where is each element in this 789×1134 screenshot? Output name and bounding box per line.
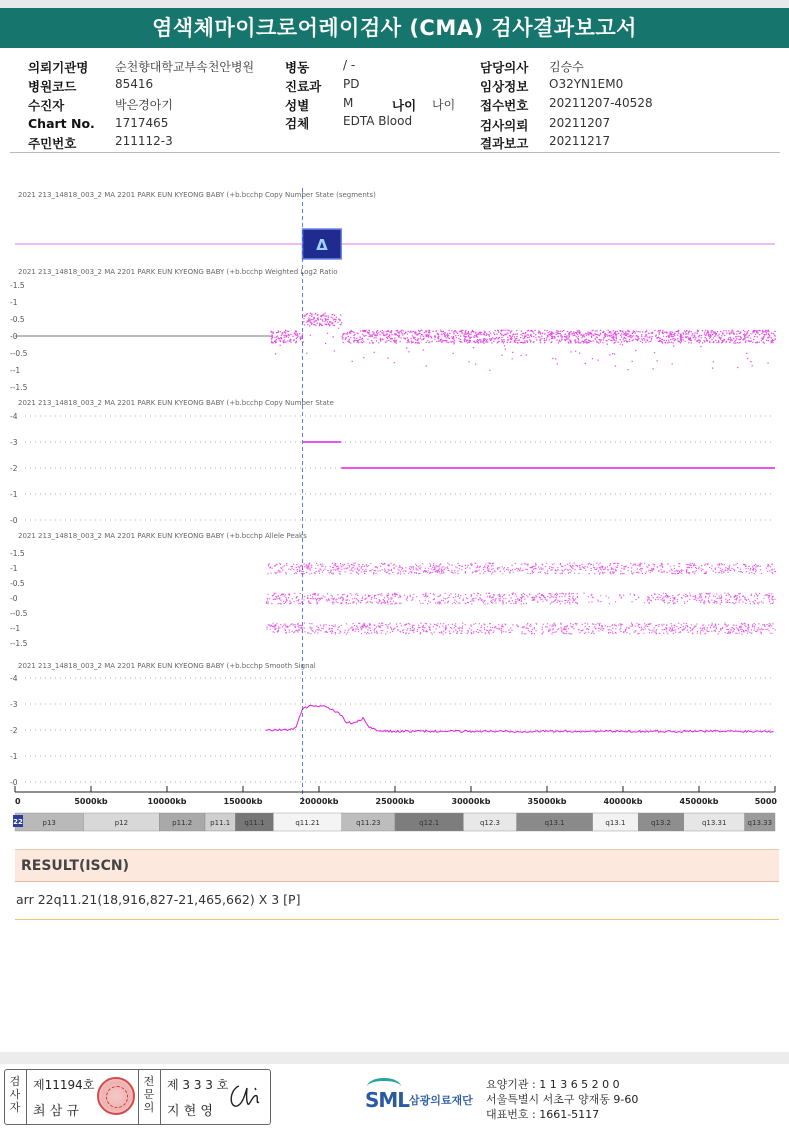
report-title: 염색체마이크로어레이검사 (CMA) 검사결과보고서 bbox=[0, 8, 789, 48]
x-tick-label: 0 bbox=[15, 797, 21, 806]
confirmer-license: 제 3 3 3 호 bbox=[167, 1078, 229, 1092]
band-label: p12 bbox=[114, 819, 129, 827]
report-date-label: 결과보고 bbox=[480, 136, 529, 151]
y-tick-label: -1 bbox=[10, 752, 18, 761]
footer-strip bbox=[0, 1052, 789, 1064]
receipt-value: 20211207-40528 bbox=[549, 96, 653, 110]
age-value: 나이 bbox=[432, 98, 456, 112]
y-tick-label: -2 bbox=[10, 726, 18, 735]
x-tick-label: 35000kb bbox=[527, 797, 567, 806]
result-heading: RESULT(ISCN) bbox=[15, 849, 779, 882]
result-divider bbox=[15, 919, 779, 920]
y-tick-label: -4 bbox=[10, 674, 18, 683]
y-tick-label: -1 bbox=[10, 298, 18, 307]
org-address: 서울특별시 서초구 양재동 9-60 bbox=[486, 1093, 639, 1106]
resident-no-label: 주민번호 bbox=[28, 136, 77, 151]
tester-label: 검사자 bbox=[9, 1075, 21, 1114]
sex-label: 성별 bbox=[285, 98, 310, 113]
ward-value: / - bbox=[343, 58, 356, 72]
y-tick-label: --0.5 bbox=[10, 609, 28, 618]
handwritten-signature-icon bbox=[225, 1080, 265, 1114]
band-label: q12.3 bbox=[479, 819, 501, 827]
org-info bbox=[486, 1077, 638, 1122]
band-label: q11.1 bbox=[244, 819, 265, 827]
allele-peak-probes bbox=[266, 563, 776, 635]
confirmer-label: 전문의 bbox=[143, 1075, 155, 1114]
org-code: 요양기관 : 1 1 3 6 5 2 0 0 bbox=[486, 1078, 620, 1091]
tester-license: 제11194호 bbox=[33, 1078, 95, 1092]
x-tick-label: 5000 bbox=[754, 797, 777, 806]
top-strip bbox=[0, 0, 789, 8]
x-tick-label: 40000kb bbox=[603, 797, 643, 806]
panel-title: 2021 213_14818_003_2 MA 2201 PARK EUN KYEONG BABY (+b.bcchp Copy Number State bbox=[18, 399, 334, 407]
specimen-value: EDTA Blood bbox=[343, 114, 413, 128]
x-tick-label: 20000kb bbox=[299, 797, 339, 806]
report-date-value: 20211217 bbox=[549, 134, 611, 148]
confirmer-name: 지 현 영 bbox=[167, 1104, 213, 1119]
signature-stamp bbox=[4, 1069, 271, 1125]
cma-chart-svg bbox=[0, 180, 789, 840]
band-label: q13.2 bbox=[650, 819, 672, 827]
foundation-name: 삼광의료재단 bbox=[409, 1094, 473, 1107]
band-label: q12.1 bbox=[419, 819, 440, 827]
y-tick-label: -0 bbox=[10, 778, 18, 787]
panel-title: 2021 213_14818_003_2 MA 2201 PARK EUN KYEONG BABY (+b.bcchp Weighted Log2 Ratio bbox=[18, 268, 338, 276]
hospital-code-label: 병원코드 bbox=[28, 79, 77, 94]
y-tick-label: --0.5 bbox=[10, 349, 28, 358]
result-iscn: arr 22q11.21(18,916,827-21,465,662) X 3 [P] bbox=[16, 892, 301, 907]
x-tick-label: 10000kb bbox=[147, 797, 187, 806]
band-label: q11.23 bbox=[356, 819, 381, 827]
y-tick-label: -3 bbox=[10, 438, 18, 447]
band-label: p11.2 bbox=[172, 819, 193, 827]
panel-title: 2021 213_14818_003_2 MA 2201 PARK EUN KYEONG BABY (+b.bcchp Smooth Signal bbox=[18, 662, 316, 670]
panel-title: 2021 213_14818_003_2 MA 2201 PARK EUN KYEONG BABY (+b.bcchp Copy Number State (segments) bbox=[18, 191, 376, 199]
y-tick-label: --1.5 bbox=[10, 639, 28, 648]
x-tick-label: 5000kb bbox=[74, 797, 108, 806]
y-tick-label: -0.5 bbox=[10, 315, 25, 324]
band-label: p11.1 bbox=[210, 819, 231, 827]
y-tick-label: -1 bbox=[10, 564, 18, 573]
institution-label: 의뢰기관명 bbox=[28, 60, 89, 75]
clinical-value: O32YN1EM0 bbox=[549, 77, 624, 91]
y-tick-label: -1.5 bbox=[10, 281, 25, 290]
band-label: q13.33 bbox=[747, 819, 773, 827]
chromosome-label: 22 bbox=[13, 818, 23, 826]
chart-no-label: Chart No. bbox=[28, 116, 95, 131]
official-seal-icon bbox=[97, 1077, 135, 1115]
y-tick-label: -0 bbox=[10, 594, 18, 603]
y-tick-label: --1 bbox=[10, 366, 21, 375]
org-phone: 대표번호 : 1661-5117 bbox=[486, 1108, 600, 1121]
y-tick-label: -0.5 bbox=[10, 579, 25, 588]
gain-segment-label: Δ bbox=[316, 236, 328, 254]
recipient-value: 박은경아기 bbox=[115, 98, 173, 112]
y-tick-label: -1.5 bbox=[10, 549, 25, 558]
panel-title: 2021 213_14818_003_2 MA 2201 PARK EUN KYEONG BABY (+b.bcchp Allele Peaks bbox=[18, 532, 307, 540]
y-tick-label: -0 bbox=[10, 516, 18, 525]
log2-ratio-probes bbox=[270, 313, 775, 371]
department-value: PD bbox=[343, 77, 360, 91]
sex-value: M bbox=[343, 96, 354, 110]
band-label: p13 bbox=[42, 819, 56, 827]
x-tick-label: 25000kb bbox=[375, 797, 415, 806]
info-divider bbox=[10, 152, 780, 153]
request-date-value: 20211207 bbox=[549, 116, 611, 130]
x-tick-label: 15000kb bbox=[223, 797, 263, 806]
receipt-label: 접수번호 bbox=[480, 98, 529, 113]
y-tick-label: -4 bbox=[10, 412, 18, 421]
doctor-label: 담당의사 bbox=[480, 60, 529, 75]
y-tick-label: -2 bbox=[10, 464, 18, 473]
ward-label: 병동 bbox=[285, 60, 310, 75]
band-label: q13.31 bbox=[701, 819, 727, 827]
y-tick-label: -3 bbox=[10, 700, 18, 709]
smooth-signal-line bbox=[266, 705, 774, 732]
recipient-label: 수진자 bbox=[28, 98, 65, 113]
resident-no-value: 211112-3 bbox=[115, 134, 173, 148]
y-tick-label: --1.5 bbox=[10, 383, 28, 392]
sml-logo bbox=[365, 1076, 485, 1116]
band-label: q11.21 bbox=[295, 819, 320, 827]
chart-no-value: 1717465 bbox=[115, 116, 169, 130]
hospital-code-value: 85416 bbox=[115, 77, 154, 91]
cma-chart bbox=[0, 180, 789, 840]
x-tick-label: 45000kb bbox=[679, 797, 719, 806]
specimen-label: 검체 bbox=[285, 116, 310, 131]
clinical-label: 임상정보 bbox=[480, 79, 529, 94]
tester-name: 최 삼 규 bbox=[33, 1104, 79, 1119]
y-tick-label: --1 bbox=[10, 624, 21, 633]
y-tick-label: -1 bbox=[10, 490, 18, 499]
department-label: 진료과 bbox=[285, 79, 322, 94]
logo-text: SML bbox=[365, 1088, 410, 1112]
x-tick-label: 30000kb bbox=[451, 797, 491, 806]
y-tick-label: -0 bbox=[10, 332, 18, 341]
patient-info bbox=[0, 56, 789, 150]
request-date-label: 검사의뢰 bbox=[480, 118, 529, 133]
institution-value: 순천향대학교부속천안병원 bbox=[115, 60, 255, 74]
band-label: q13.1 bbox=[544, 819, 565, 827]
doctor-value: 김승수 bbox=[549, 60, 584, 74]
band-label: q13.1 bbox=[605, 819, 626, 827]
age-label: 나이 bbox=[392, 98, 417, 113]
